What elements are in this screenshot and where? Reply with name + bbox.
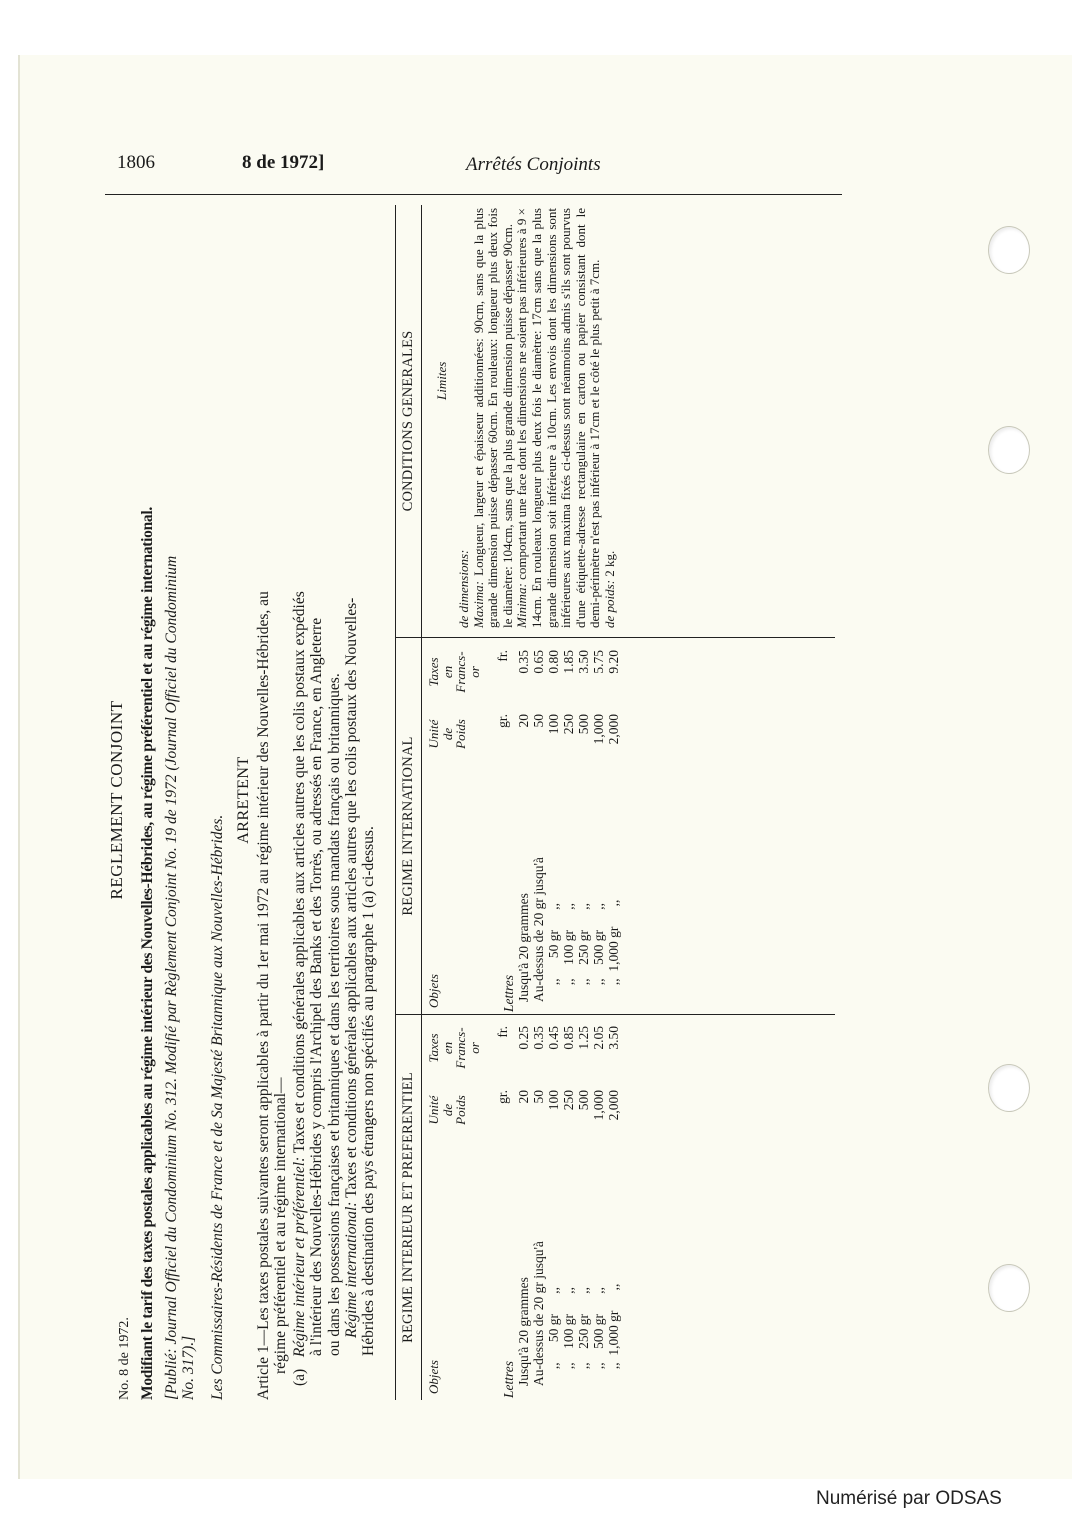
unit-fr: fr.	[495, 650, 510, 662]
article-1	[255, 230, 290, 1400]
col-objets: Objets	[426, 974, 441, 1008]
table-row-objet: ,, 50 gr ,,	[546, 1287, 561, 1386]
para-a-text: à l'intérieur des Nouvelles-Hébrides y compris l'Archipel des Banks et des Torrès, ou adressés en France, en Angleterre	[308, 617, 326, 1356]
table-row-poids: 250	[561, 1090, 576, 1111]
article-line: régime préférentiel et au régime international—	[272, 1077, 290, 1374]
table-row-taxe: 5.75	[591, 650, 606, 674]
table-row-taxe: 0.85	[561, 1026, 576, 1050]
col-taxes-line: en	[439, 665, 455, 679]
table-row-taxe: 3.50	[576, 650, 591, 674]
publication-line: [Publié: Journal Officiel du Condominium No. 312. Modifié par Règlement Conjoint No. 19 de 1972 (Journal Officiel du Condominium	[163, 555, 180, 1400]
table-row-poids: 500	[576, 714, 591, 735]
table-row-poids: 1,000	[591, 714, 606, 745]
col-unite-line: de	[439, 727, 455, 741]
dimensions-label: de dimensions:	[456, 549, 471, 628]
unit-gr: gr.	[495, 1090, 510, 1104]
document-number: No. 8 de 1972.	[117, 1317, 132, 1400]
article-line: Article 1—Les taxes postales suivantes seront applicables à partir du 1er mai 1972 au régime intérieur des Nouvelles-Hébrides, au	[255, 591, 272, 1400]
table-row-objet: Au-dessus de 20 gr jusqu'à	[531, 1241, 546, 1386]
maxima-text: Longueur, largeur et épaisseur additionnées: 90cm, sans que la plus grande dimension puisse dépasser 60cm. En rouleaux: longueur plus deux fois le diamètre: 104cm, sans que la plus grande dimension puisse dépasser 90cm.	[470, 208, 515, 628]
table-row-poids: 500	[576, 1090, 591, 1111]
col-taxes-line: Francs-	[453, 651, 469, 693]
col-taxes-line: Taxes	[426, 1033, 441, 1063]
table-row-taxe: 0.65	[531, 650, 546, 674]
table-row-poids: 20	[516, 714, 531, 728]
table-header-rule	[421, 205, 422, 1400]
punch-hole	[988, 1264, 1030, 1312]
punch-hole	[988, 226, 1030, 274]
para-a-text: Taxes et conditions générales applicables aux articles autres que les colis postaux expédiés	[291, 591, 308, 1154]
table-row-taxe: 0.35	[531, 1026, 546, 1050]
table-row-taxe: 3.50	[606, 1026, 621, 1050]
para-b-heading: Régime international:	[343, 1201, 361, 1338]
table-row-poids: 50	[531, 714, 546, 728]
table-row-taxe: 1.25	[576, 1026, 591, 1050]
poids-label: de poids:	[601, 579, 617, 628]
punch-hole	[988, 1064, 1030, 1112]
header-rule	[105, 194, 842, 195]
document-title: Modifiant le tarif des taxes postales applicables au régime intérieur des Nouvelles-Hébrides, au régime préférentiel et au régime international.	[139, 507, 156, 1400]
table-row-objet: Au-dessus de 20 gr jusqu'à	[531, 857, 546, 1002]
table-row-poids: 2,000	[606, 1090, 621, 1121]
col-unite-line: Poids	[453, 1095, 469, 1125]
unit-fr: fr.	[495, 1026, 510, 1038]
table-row-objet: ,, 1,000 gr ,,	[606, 1283, 621, 1386]
col-limites: Limites	[434, 361, 449, 400]
category-lettres: Lettres	[501, 975, 516, 1012]
col-unite-line: de	[439, 1103, 455, 1117]
table-row-poids: 50	[531, 1090, 546, 1104]
table-title-international: REGIME INTERNATIONAL	[400, 736, 416, 916]
col-unite	[427, 1080, 468, 1140]
rotated-content	[105, 200, 835, 1400]
table-row-objet: ,, 50 gr ,,	[546, 903, 561, 1002]
page-number: 1806	[117, 152, 155, 173]
table-row-objet: ,, 500 gr ,,	[591, 1287, 606, 1386]
publication-line: No. 317).]	[180, 1335, 198, 1400]
document-heading: REGLEMENT CONJOINT	[107, 700, 126, 900]
table-row-poids: 100	[546, 714, 561, 735]
table-row-poids: 100	[546, 1090, 561, 1111]
table-row-objet: ,, 100 gr ,,	[561, 903, 576, 1002]
table-row-poids: 20	[516, 1090, 531, 1104]
col-taxes-line: Taxes	[426, 657, 441, 687]
table-row-taxe: 1.85	[561, 650, 576, 674]
table-row-objet: ,, 1,000 gr ,,	[606, 899, 621, 1002]
table-row-taxe: 0.45	[546, 1026, 561, 1050]
table-top-rule	[395, 205, 396, 1400]
table-row-objet: ,, 500 gr ,,	[591, 903, 606, 1002]
minima-text: comportant une face dont les dimensions ne soient pas inférieures à 9 × 14cm. En rouleaux longueur plus deux fois le diamètre: 17cm sans que la plus grande dimension soit inférieure à 10cm. Les envois dont les dimensions sont inférieures aux maxima fixés ci-dessus sont néanmoins admis s'ils sont pourvus d'une étiquette-adresse rectangulaire en carton ou papier consistant dont le demi-périmètre n'est pas inférieur à 17cm et le côté le plus petit à 7cm.	[514, 208, 603, 628]
table-row-poids: 1,000	[591, 1090, 606, 1121]
table-row-poids: 2,000	[606, 714, 621, 745]
category-lettres: Lettres	[501, 1361, 516, 1398]
table-row-objet: Jusqu'à 20 grammes	[516, 893, 531, 1002]
column-divider	[395, 637, 835, 638]
table-row-objet: ,, 250 gr ,,	[576, 903, 591, 1002]
minima-label: Minima:	[514, 583, 530, 628]
col-taxes	[427, 1018, 482, 1078]
col-taxes-line: Francs-	[453, 1027, 469, 1069]
col-unite-line: Poids	[453, 719, 469, 749]
para-a-label: (a)	[291, 1368, 308, 1386]
table-row-taxe: 0.25	[516, 1026, 531, 1050]
section-title: Arrêtés Conjoints	[466, 154, 601, 175]
col-unite-line: Unité	[426, 719, 441, 749]
table-row-taxe: 9.20	[606, 650, 621, 674]
table-row-taxe: 0.35	[516, 650, 531, 674]
column-divider	[395, 1014, 835, 1015]
col-unite	[427, 704, 468, 764]
table-title-conditions: CONDITIONS GENERALES	[400, 330, 416, 512]
table-row-objet: ,, 100 gr ,,	[561, 1287, 576, 1386]
para-b-text: Hébrides à destination des pays étrangers non spécifiés au paragraphe 1 (a) ci-dessus.	[360, 826, 378, 1356]
para-a-heading: Régime intérieur et préférentiel:	[291, 1156, 308, 1358]
paragraph-a	[291, 256, 378, 1386]
commissioners: Les Commissaires-Résidents de France et de Sa Majesté Britannique aux Nouvelles-Hébrides.	[209, 814, 226, 1400]
para-a-text: ou dans les possessions françaises et britanniques et dans les territoires sous mandats français ou britanniques.	[325, 673, 343, 1356]
para-b-text: Taxes et conditions générales applicables aux articles autres que les colis postaux des Nouvelles-	[343, 597, 361, 1198]
poids-text: 2 kg.	[601, 550, 617, 577]
conditions-text	[457, 208, 618, 628]
col-taxes-line: or	[466, 666, 482, 678]
punch-hole	[988, 426, 1030, 474]
maxima-label: Maxima:	[470, 581, 486, 628]
publication-note	[163, 250, 198, 1400]
table-row-taxe: 0.80	[546, 650, 561, 674]
table-row-objet: Jusqu'à 20 grammes	[516, 1277, 531, 1386]
digitization-credit: Numérisé par ODSAS	[816, 1488, 1002, 1509]
col-unite-line: Unité	[426, 1095, 441, 1125]
table-title-interieur: REGIME INTERIEUR ET PREFERENTIEL	[400, 1072, 416, 1343]
col-taxes-line: or	[466, 1042, 482, 1054]
col-taxes-line: en	[439, 1041, 455, 1055]
col-taxes	[427, 642, 482, 702]
table-row-taxe: 2.05	[591, 1026, 606, 1050]
issue-label: 8 de 1972]	[242, 152, 325, 173]
unit-gr: gr.	[495, 714, 510, 728]
arretent-heading: ARRETENT	[235, 756, 252, 844]
table-row-poids: 250	[561, 714, 576, 735]
table-row-objet: ,, 250 gr ,,	[576, 1287, 591, 1386]
col-objets: Objets	[426, 1360, 441, 1394]
